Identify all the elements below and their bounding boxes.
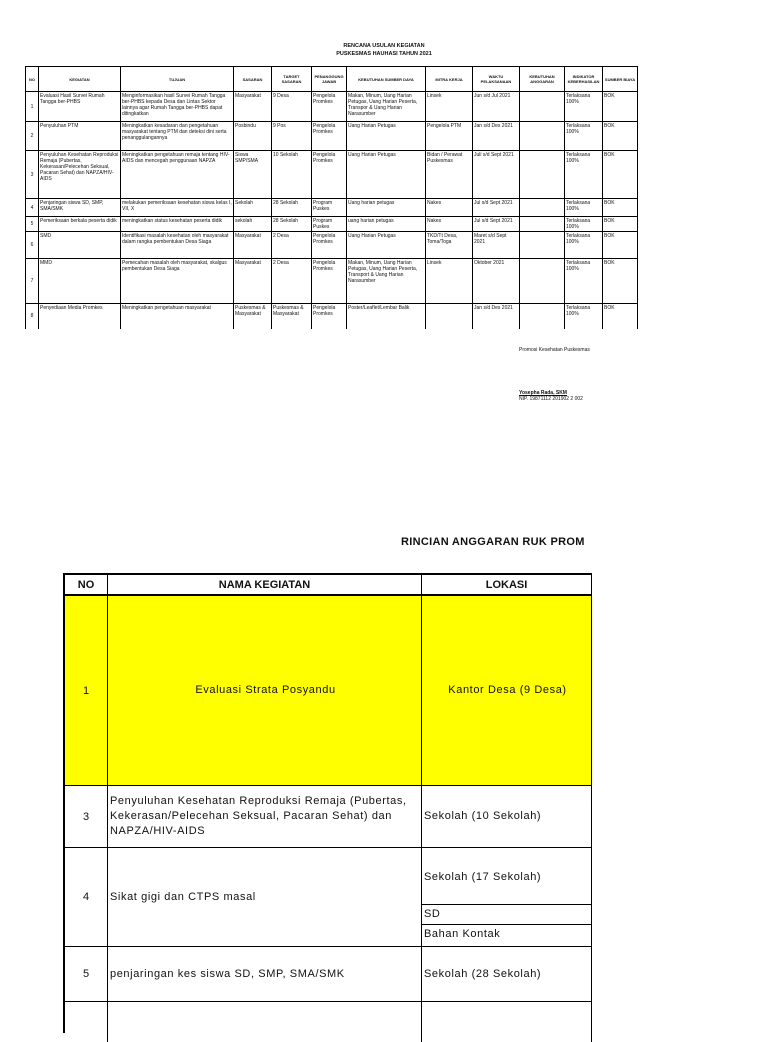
ruk-row — [26, 92, 638, 122]
rincian-row4-kegiatan-text: Sikat gigi dan CTPS masal — [110, 890, 256, 903]
rincian-row1-lokasi — [422, 596, 592, 786]
ruk-cell: meningkatkan status kesehatan peserta didik — [121, 217, 234, 232]
ruk-cell: BOK — [603, 122, 638, 151]
rincian-table — [63, 573, 592, 1033]
ruk-cell: 6 — [26, 232, 39, 259]
ruk-cell: Jan s/d Des 2021 — [473, 122, 520, 151]
ruk-row — [26, 122, 638, 151]
ruk-cell: Jun s/d Jul 2021 — [473, 92, 520, 122]
ruk-cell: melakukan pemeriksaan kesehatan siswa kelas I, VII, X — [121, 199, 234, 217]
ruk-title-line1: RENCANA USULAN KEGIATAN — [343, 43, 425, 49]
ruk-cell: 1 — [26, 92, 39, 122]
ruk-cell: Identifikasi masalah kesehatan oleh masyarakat dalam rangka pembentukan Desa Siaga — [121, 232, 234, 259]
rincian-row3-kegiatan-text: Penyuluhan Kesehatan Reproduksi Remaja (Pubertas, Kekerasan/Pelecehan Seksual, Pacaran Sehat) dan NAPZA/HIV-AIDS — [110, 795, 407, 837]
rincian-row5-lokasi — [422, 947, 592, 1002]
rincian-row4-lokasi-sub2: Bahan Kontak — [424, 928, 501, 940]
ruk-cell: Poster/Leaflet/Lembar Balik — [347, 304, 426, 329]
ruk-cell: Linsek — [426, 259, 473, 304]
ruk-header-cell: SUMBER BIAYA — [603, 67, 638, 92]
ruk-cell — [520, 232, 565, 259]
ruk-cell: BOK — [603, 151, 638, 199]
ruk-cell — [520, 92, 565, 122]
ruk-cell: 3 — [26, 151, 39, 199]
ruk-header-cell: TARGET SASARAN — [272, 67, 312, 92]
ruk-header-cell: KEBUTUHAN SUMBER DAYA — [347, 67, 426, 92]
ruk-cell: 28 Sekolah — [272, 217, 312, 232]
ruk-cell: Penyuluhan Kesehatan Reproduksi Remaja (Pubertas, Kekerasan/Pelecehan Seksual, Pacaran Sehat) dan NAPZA/HIV-AIDS — [39, 151, 121, 199]
ruk-cell: BOK — [603, 304, 638, 329]
signer-name: Yosepha Rada, SKM — [519, 390, 567, 396]
rincian-row4-divider1 — [422, 904, 591, 905]
footer-organization: Promosi Kesehatan Puskesmas — [519, 347, 590, 353]
ruk-cell: Masyarakat — [234, 92, 272, 122]
ruk-cell: Pemecahan masalah oleh masyarakat, skalgus pembentukan Desa Siaga — [121, 259, 234, 304]
ruk-cell: Terlaksana 100% — [565, 92, 603, 122]
ruk-cell: 2 Desa — [272, 232, 312, 259]
ruk-cell: Pengelola Promkes — [312, 232, 347, 259]
ruk-header-row — [26, 67, 638, 92]
ruk-body — [26, 92, 638, 329]
ruk-cell: 10 Sekolah — [272, 151, 312, 199]
ruk-cell: Masyarakat — [234, 232, 272, 259]
ruk-title — [0, 42, 768, 58]
ruk-header-cell: SASARAN — [234, 67, 272, 92]
ruk-cell: Bidan / Perawat Puskesmas — [426, 151, 473, 199]
rincian-row1-no: 1 — [65, 596, 108, 786]
rincian-row4-lokasi-text: Sekolah (17 Sekolah) — [424, 871, 542, 883]
ruk-row — [26, 304, 638, 329]
ruk-cell: Meningkatkan pengetahuan remaja tentang HIV-AIDS dan mencegah penggunaan NAPZA — [121, 151, 234, 199]
ruk-cell: MMD — [39, 259, 121, 304]
ruk-cell: sekolah — [234, 217, 272, 232]
rincian-header-no: NO — [65, 573, 108, 596]
ruk-cell — [520, 151, 565, 199]
rincian-row4-divider2 — [422, 924, 591, 925]
ruk-header-cell: WAKTU PELAKSANAAN — [473, 67, 520, 92]
ruk-cell: Terlaksana 100% — [565, 151, 603, 199]
rincian-row3-no: 3 — [65, 786, 108, 848]
ruk-cell: Program Puskes — [312, 199, 347, 217]
ruk-row — [26, 199, 638, 217]
ruk-cell: Makan, Minum, Uang Harian Petugas, Uang Harian Peserta, Transport & Uang Harian Narasumber — [347, 259, 426, 304]
ruk-cell: Puskesmas & Masyarakat — [234, 304, 272, 329]
ruk-cell: Uang Harian Petugas — [347, 122, 426, 151]
ruk-header-cell: NO — [26, 67, 39, 92]
ruk-cell: Linsek — [426, 92, 473, 122]
rincian-header-kegiatan: NAMA KEGIATAN — [108, 573, 422, 596]
ruk-cell — [520, 122, 565, 151]
ruk-cell: Pengelola Promkes — [312, 92, 347, 122]
ruk-cell: 2 Desa — [272, 259, 312, 304]
ruk-cell: BOK — [603, 217, 638, 232]
ruk-cell: Maret s/d Sept 2021 — [473, 232, 520, 259]
ruk-cell: Meningkatkan pengetahuan masyarakat — [121, 304, 234, 329]
ruk-cell: Terlaksana 100% — [565, 304, 603, 329]
ruk-cell: Pengelola Promkes — [312, 122, 347, 151]
signer-nip: NIP. 19871112 201902 2 002 — [519, 396, 583, 402]
ruk-cell: Terlaksana 100% — [565, 217, 603, 232]
ruk-cell: 8 — [26, 304, 39, 329]
ruk-cell: Posbindu — [234, 122, 272, 151]
rincian-header-lokasi: LOKASI — [422, 573, 592, 596]
ruk-cell: Penjaringan siswa SD, SMP, SMA/SMK — [39, 199, 121, 217]
ruk-header-cell: TUJUAN — [121, 67, 234, 92]
ruk-cell: Terlaksana 100% — [565, 122, 603, 151]
ruk-cell: BOK — [603, 92, 638, 122]
ruk-cell: Jul s/d Sept 2021 — [473, 199, 520, 217]
ruk-cell: Uang Harian Petugas — [347, 232, 426, 259]
ruk-cell: BOK — [603, 232, 638, 259]
ruk-header-cell: PENANGGUNG JAWAB — [312, 67, 347, 92]
ruk-cell: TKD/Tt Desa, Toma/Toga — [426, 232, 473, 259]
ruk-cell: Terlaksana 100% — [565, 232, 603, 259]
rincian-row4-lokasi-sub1: SD — [424, 908, 441, 920]
ruk-cell: Makan, Minum, Uang Harian Petugas, Uang Harian Peserta, Transpor & Uang Harian Narasumber — [347, 92, 426, 122]
ruk-row — [26, 217, 638, 232]
ruk-cell — [520, 199, 565, 217]
ruk-cell: 2 — [26, 122, 39, 151]
ruk-cell: Uang harian petugas — [347, 199, 426, 217]
rincian-row6-kegiatan — [108, 1002, 422, 1042]
rincian-row4-lokasi — [422, 848, 592, 947]
ruk-title-line2: PUSKESMAS HAUHASI TAHUN 2021 — [336, 51, 432, 57]
ruk-cell: Penyediaan Media Promkes — [39, 304, 121, 329]
ruk-cell: Penyuluhan PTM — [39, 122, 121, 151]
ruk-cell: Nakes — [426, 217, 473, 232]
rincian-row4-no: 4 — [65, 848, 108, 947]
ruk-cell — [426, 304, 473, 329]
ruk-cell: Pengelola PTM — [426, 122, 473, 151]
ruk-cell: Masyarakat — [234, 259, 272, 304]
ruk-cell: Menginformasikan hasil Survei Rumah Tangga ber-PHBS kepada Desa dan Lintas Sektor lainnya agar Rumah Tangga ber-PHBS dapat ditingkatkan — [121, 92, 234, 122]
ruk-header-cell: KEGIATAN — [39, 67, 121, 92]
ruk-cell: uang harian petugas — [347, 217, 426, 232]
ruk-cell: 28 Sekolah — [272, 199, 312, 217]
ruk-cell — [520, 217, 565, 232]
ruk-cell: Meningkatkan kesadaran dan pengetahuan masyarakat tentang PTM dan deteksi dini serta penanggulangannya — [121, 122, 234, 151]
ruk-cell: Pengelola Promkes — [312, 259, 347, 304]
ruk-header-cell: MITRA KERJA — [426, 67, 473, 92]
ruk-cell: BOK — [603, 259, 638, 304]
ruk-table — [25, 66, 638, 329]
ruk-cell: Nakes — [426, 199, 473, 217]
ruk-cell: Siswa SMP/SMA — [234, 151, 272, 199]
ruk-cell: 5 — [26, 217, 39, 232]
ruk-cell: Program Puskes — [312, 217, 347, 232]
ruk-cell: BOK — [603, 199, 638, 217]
ruk-cell: 7 — [26, 259, 39, 304]
rincian-row1-kegiatan — [108, 596, 422, 786]
ruk-row — [26, 259, 638, 304]
rincian-row3-lokasi — [422, 786, 592, 848]
ruk-cell — [520, 259, 565, 304]
ruk-cell: 9 Pos — [272, 122, 312, 151]
ruk-row — [26, 151, 638, 199]
ruk-cell — [520, 304, 565, 329]
rincian-row6-lokasi — [422, 1002, 592, 1042]
rincian-row6-no — [65, 1002, 108, 1042]
rincian-row4-kegiatan — [108, 848, 422, 947]
ruk-header-cell: INDIKATOR KEBERHASILAN — [565, 67, 603, 92]
ruk-cell: Terlaksana 100% — [565, 259, 603, 304]
ruk-cell: Pemeriksaan berkala peserta didik — [39, 217, 121, 232]
ruk-header-cell: KEBUTUHAN ANGGARAN — [520, 67, 565, 92]
rincian-row1-lokasi-text: Kantor Desa (9 Desa) — [448, 684, 567, 696]
ruk-cell: 4 — [26, 199, 39, 217]
ruk-cell: Pengelola Promkes — [312, 151, 347, 199]
ruk-cell: SMD — [39, 232, 121, 259]
ruk-cell: Jan s/d Des 2021 — [473, 304, 520, 329]
ruk-cell: Jul s/d Sept 2021 — [473, 217, 520, 232]
ruk-cell: Terlaksana 100% — [565, 199, 603, 217]
ruk-cell: Sekolah — [234, 199, 272, 217]
ruk-cell: Evaluasi Hasil Survei Rumah Tangga ber-PHBS — [39, 92, 121, 122]
rincian-row3-kegiatan — [108, 786, 422, 848]
ruk-cell: Oktober 2021 — [473, 259, 520, 304]
ruk-cell: Pengelola Promkes — [312, 304, 347, 329]
rincian-row5-no: 5 — [65, 947, 108, 1002]
ruk-cell: Juli s/d Sept 2021 — [473, 151, 520, 199]
rincian-row3-lokasi-text: Sekolah (10 Sekolah) — [424, 810, 542, 822]
ruk-cell: Uang Harian Petugas — [347, 151, 426, 199]
ruk-cell: Puskesmas & Masyarakat — [272, 304, 312, 329]
rincian-title: RINCIAN ANGGARAN RUK PROM — [401, 536, 585, 548]
rincian-row5-kegiatan-text: penjaringan kes siswa SD, SMP, SMA/SMK — [110, 967, 345, 980]
rincian-row1-kegiatan-text: Evaluasi Strata Posyandu — [195, 684, 336, 696]
ruk-row — [26, 232, 638, 259]
rincian-row5-lokasi-text: Sekolah (28 Sekolah) — [424, 967, 542, 980]
ruk-cell: 9 Desa — [272, 92, 312, 122]
rincian-row5-kegiatan — [108, 947, 422, 1002]
